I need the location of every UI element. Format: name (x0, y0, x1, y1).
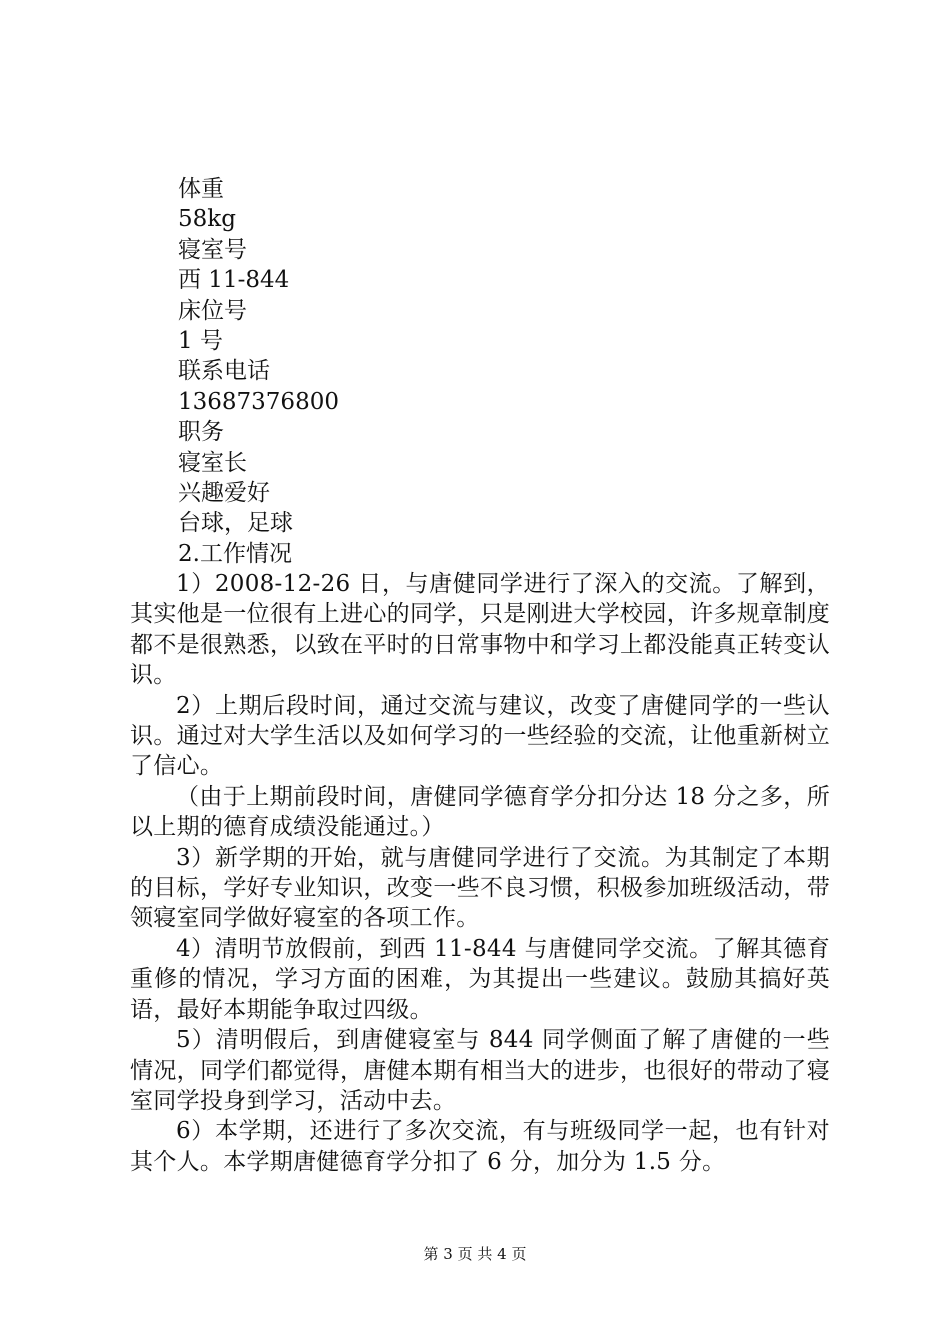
section-heading: 2.工作情况 (178, 540, 292, 567)
paragraph: 3）新学期的开始，就与唐健同学进行了交流。为其制定了本期的目标，学好专业知识，改变一些不良习惯，积极参加班级活动，带领寝室同学做好寝室的各项工作。 (130, 844, 830, 932)
field-label-bed: 床位号 (178, 297, 247, 324)
field-label-dorm: 寝室号 (178, 236, 247, 263)
paragraph: 4）清明节放假前，到西 11-844 与唐健同学交流。了解其德育重修的情况，学习方面的困难，为其提出一些建议。鼓励其搞好英语，最好本期能争取过四级。 (130, 935, 830, 1023)
paragraph: （由于上期前段时间，唐健同学德育学分扣分达 18 分之多，所以上期的德育成绩没能通过。） (130, 783, 830, 841)
field-label-weight: 体重 (178, 176, 224, 202)
field-value-position: 寝室长 (178, 449, 247, 476)
work-section (130, 569, 830, 1177)
field-value-hobbies: 台球，足球 (178, 510, 293, 537)
paragraph: 5）清明假后，到唐健寝室与 844 同学侧面了解了唐健的一些情况，同学们都觉得，唐健本期有相当大的进步，也很好的带动了寝室同学投身到学习，活动中去。 (130, 1027, 830, 1114)
info-fields (178, 174, 838, 569)
field-value-bed: 1 号 (178, 327, 223, 354)
field-label-phone: 联系电话 (178, 358, 270, 385)
field-label-position: 职务 (178, 419, 224, 446)
field-value-weight: 58kg (178, 206, 236, 233)
paragraph: 1）2008-12-26 日，与唐健同学进行了深入的交流。了解到，其实他是一位很有上进心的同学，只是刚进大学校园，许多规章制度都不是很熟悉，以致在平时的日常事物中和学习上都没能真正转变认识。 (130, 571, 830, 689)
page-footer: 第 3 页 共 4 页 (423, 1245, 527, 1263)
field-value-dorm: 西 11-844 (178, 267, 290, 294)
paragraph: 6）本学期，还进行了多次交流，有与班级同学一起，也有针对其个人。本学期唐健德育学分扣了 6 分，加分为 1.5 分。 (130, 1118, 830, 1175)
field-label-hobbies: 兴趣爱好 (178, 479, 270, 506)
paragraph: 2）上期后段时间，通过交流与建议，改变了唐健同学的一些认识。通过对大学生活以及如何学习的一些经验的交流，让他重新树立了信心。 (130, 692, 830, 780)
field-value-phone: 13687376800 (178, 388, 339, 415)
